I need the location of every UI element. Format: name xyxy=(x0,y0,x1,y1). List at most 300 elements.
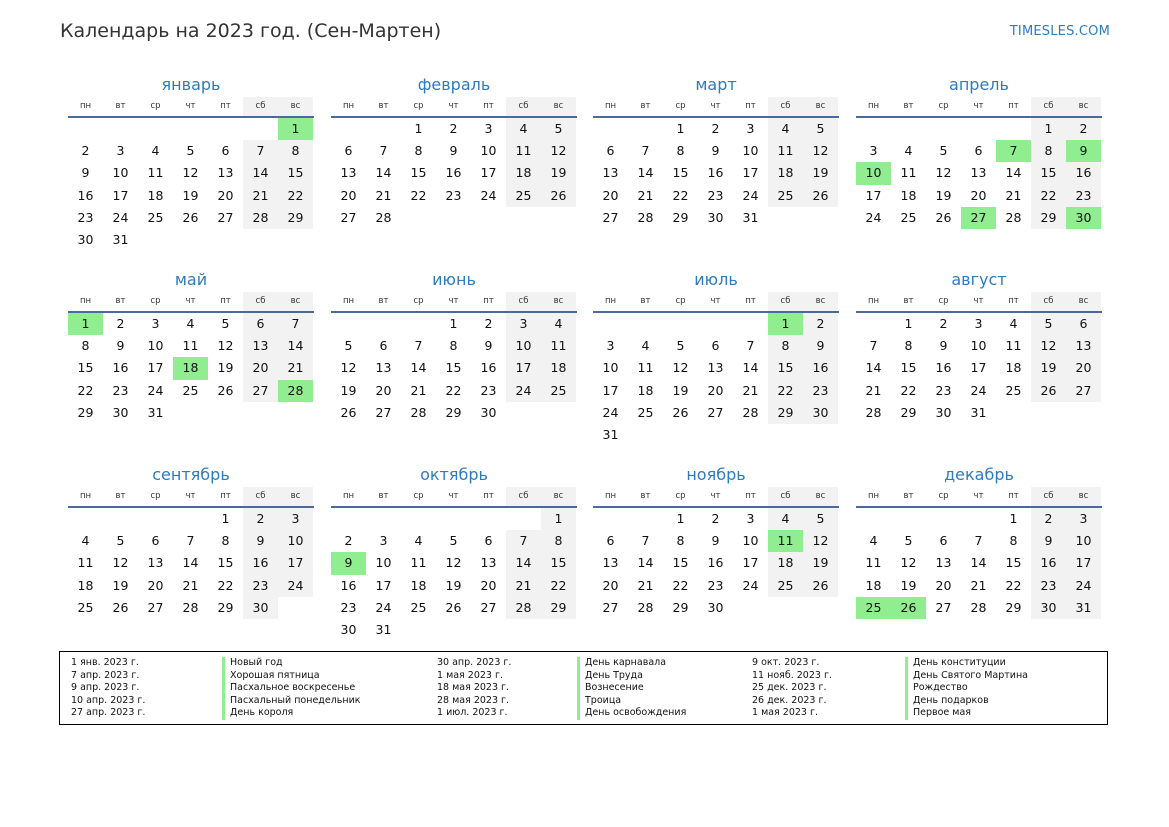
legend-holiday-name: День Святого Мартина xyxy=(905,670,1028,683)
day-cell: 31 xyxy=(1066,597,1101,619)
weekday-label: пт xyxy=(483,296,494,306)
weekday-header xyxy=(331,487,577,508)
day-cell: 18 xyxy=(541,357,576,379)
day-cell: 16 xyxy=(77,187,94,203)
day-cell: 14 xyxy=(182,555,199,571)
day-cell: 12 xyxy=(935,165,952,181)
day-cell: 28 xyxy=(637,209,654,225)
week-row xyxy=(593,335,839,357)
day-cell: 28 xyxy=(1005,209,1022,225)
day-cell: 16 xyxy=(112,360,129,376)
weekday-label: сб xyxy=(1031,487,1066,506)
weekday-label: вс xyxy=(541,292,576,311)
weekday-label: чт xyxy=(710,101,721,111)
day-cell: 1 xyxy=(1009,511,1018,526)
day-cell: 16 xyxy=(935,360,952,376)
weekday-label: сб xyxy=(506,292,541,311)
day-cell: 6 xyxy=(379,338,388,354)
day-cell: 20 xyxy=(340,187,357,203)
month-1 xyxy=(68,73,314,251)
day-cell: 1 xyxy=(221,511,230,526)
day-cell: 26 xyxy=(217,382,234,398)
day-cell: 22 xyxy=(278,185,313,207)
empty-cell xyxy=(173,118,208,140)
day-cell: 5 xyxy=(116,533,125,549)
weekday-label: чт xyxy=(973,491,984,501)
month-name: декабрь xyxy=(944,465,1014,484)
day-cell: 7 xyxy=(186,533,195,549)
day-cell: 18 xyxy=(768,162,803,184)
day-cell: 19 xyxy=(1031,357,1066,379)
empty-cell xyxy=(891,508,926,530)
week-row xyxy=(856,185,1102,207)
weekday-header xyxy=(68,97,314,118)
month-name: июнь xyxy=(432,270,476,289)
day-cell: 18 xyxy=(506,162,541,184)
week-row xyxy=(68,508,314,530)
weekday-label: вт xyxy=(903,296,914,306)
holiday-day-cell: 7 xyxy=(996,140,1031,162)
legend-holiday-name: Новый год xyxy=(222,657,361,670)
day-cell: 6 xyxy=(484,533,493,549)
legend-holiday-name: Пасхальный понедельник xyxy=(222,695,361,708)
day-cell: 30 xyxy=(707,209,724,225)
weekday-label: пт xyxy=(745,101,756,111)
day-cell: 25 xyxy=(637,404,654,420)
weekday-header xyxy=(856,97,1102,118)
empty-cell xyxy=(138,229,173,251)
weekday-label: вт xyxy=(115,296,126,306)
empty-cell xyxy=(401,207,436,229)
day-cell: 26 xyxy=(182,209,199,225)
legend-holiday-name: День карнавала xyxy=(577,657,686,670)
day-cell: 30 xyxy=(803,402,838,424)
week-row xyxy=(856,402,1102,424)
day-cell: 12 xyxy=(900,555,917,571)
day-cell: 26 xyxy=(935,209,952,225)
day-cell: 25 xyxy=(77,599,94,615)
day-cell: 27 xyxy=(602,209,619,225)
day-cell: 17 xyxy=(375,577,392,593)
legend-names-col-2 xyxy=(577,657,686,720)
day-cell: 21 xyxy=(742,382,759,398)
empty-cell xyxy=(856,508,891,530)
day-cell: 14 xyxy=(742,360,759,376)
week-row xyxy=(593,118,839,140)
brand-link[interactable]: TIMESLES.COM xyxy=(1009,24,1110,39)
weekday-header xyxy=(593,487,839,508)
day-cell: 11 xyxy=(182,338,199,354)
day-cell: 14 xyxy=(637,555,654,571)
empty-cell xyxy=(926,508,961,530)
day-cell: 25 xyxy=(1005,382,1022,398)
day-cell: 11 xyxy=(541,335,576,357)
day-cell: 12 xyxy=(541,140,576,162)
day-cell: 29 xyxy=(217,599,234,615)
weekday-label: пн xyxy=(342,296,355,306)
day-cell: 26 xyxy=(672,404,689,420)
weekday-label: пн xyxy=(604,101,617,111)
day-cell: 23 xyxy=(77,209,94,225)
week-row xyxy=(331,380,577,402)
weekday-label: вт xyxy=(378,296,389,306)
week-row xyxy=(593,424,839,446)
holiday-day-cell: 25 xyxy=(856,597,891,619)
day-cell: 27 xyxy=(707,404,724,420)
day-cell: 12 xyxy=(112,555,129,571)
day-cell: 24 xyxy=(865,209,882,225)
day-cell: 24 xyxy=(602,404,619,420)
week-row xyxy=(856,357,1102,379)
day-cell: 15 xyxy=(217,555,234,571)
day-cell: 19 xyxy=(900,577,917,593)
month-name: сентябрь xyxy=(152,465,230,484)
month-name: апрель xyxy=(949,75,1009,94)
holiday-day-cell: 9 xyxy=(331,552,366,574)
day-cell: 15 xyxy=(672,165,689,181)
day-cell: 19 xyxy=(803,162,838,184)
empty-cell xyxy=(243,118,278,140)
day-cell: 28 xyxy=(375,209,392,225)
day-cell: 29 xyxy=(1005,599,1022,615)
legend-date: 9 апр. 2023 г. xyxy=(71,682,140,693)
weekday-label: пт xyxy=(483,491,494,501)
week-row xyxy=(331,357,577,379)
day-cell: 12 xyxy=(1031,335,1066,357)
day-cell: 25 xyxy=(182,382,199,398)
weekday-header xyxy=(68,487,314,508)
day-cell: 22 xyxy=(672,577,689,593)
weekday-header xyxy=(856,487,1102,508)
day-cell: 21 xyxy=(637,187,654,203)
day-cell: 15 xyxy=(672,555,689,571)
week-row xyxy=(68,162,314,184)
day-cell: 8 xyxy=(541,530,576,552)
day-cell: 10 xyxy=(602,360,619,376)
day-cell: 24 xyxy=(742,187,759,203)
day-cell: 6 xyxy=(344,143,353,159)
day-cell: 4 xyxy=(904,143,913,159)
month-name: октябрь xyxy=(420,465,488,484)
weekday-label: пн xyxy=(342,491,355,501)
weekday-label: вс xyxy=(803,487,838,506)
weekday-label: чт xyxy=(448,296,459,306)
day-cell: 12 xyxy=(445,555,462,571)
day-cell: 10 xyxy=(970,338,987,354)
weekday-label: пн xyxy=(79,491,92,501)
weekday-label: ср xyxy=(675,296,686,306)
weekday-label: вс xyxy=(1066,487,1101,506)
day-cell: 8 xyxy=(676,143,685,159)
day-cell: 23 xyxy=(707,577,724,593)
weekday-header xyxy=(593,97,839,118)
day-cell: 25 xyxy=(900,209,917,225)
week-row xyxy=(593,597,839,619)
empty-cell xyxy=(506,508,541,530)
day-cell: 4 xyxy=(186,316,195,331)
day-cell: 1 xyxy=(414,121,423,136)
weekday-label: ср xyxy=(938,491,949,501)
empty-cell xyxy=(961,118,996,140)
empty-cell xyxy=(103,118,138,140)
weekday-label: вс xyxy=(278,97,313,116)
legend-dates-col-3 xyxy=(752,657,832,720)
day-cell: 31 xyxy=(970,404,987,420)
day-cell: 4 xyxy=(869,533,878,549)
weekday-label: пт xyxy=(1008,491,1019,501)
weekday-header xyxy=(856,292,1102,313)
day-cell: 28 xyxy=(243,207,278,229)
legend-date: 30 апр. 2023 г. xyxy=(437,657,512,668)
week-row xyxy=(856,162,1102,184)
day-cell: 2 xyxy=(344,533,353,549)
week-row xyxy=(593,357,839,379)
day-cell: 5 xyxy=(186,143,195,159)
day-cell: 25 xyxy=(506,185,541,207)
day-cell: 17 xyxy=(506,357,541,379)
day-cell: 13 xyxy=(340,165,357,181)
month-10 xyxy=(331,463,577,641)
empty-cell xyxy=(663,313,698,335)
week-row xyxy=(856,313,1102,335)
day-cell: 14 xyxy=(278,335,313,357)
day-cell: 13 xyxy=(1066,335,1101,357)
day-cell: 22 xyxy=(672,187,689,203)
day-cell: 24 xyxy=(375,599,392,615)
day-cell: 2 xyxy=(81,143,90,159)
day-cell: 19 xyxy=(803,552,838,574)
day-cell: 10 xyxy=(742,143,759,159)
week-row xyxy=(856,380,1102,402)
day-cell: 27 xyxy=(602,599,619,615)
empty-cell xyxy=(506,207,541,229)
day-cell: 24 xyxy=(480,187,497,203)
day-cell: 27 xyxy=(375,404,392,420)
day-cell: 18 xyxy=(865,577,882,593)
legend-dates-col-2 xyxy=(437,657,511,720)
day-cell: 9 xyxy=(81,165,90,181)
week-row xyxy=(331,118,577,140)
day-cell: 16 xyxy=(340,577,357,593)
day-cell: 10 xyxy=(506,335,541,357)
week-row xyxy=(593,207,839,229)
empty-cell xyxy=(173,229,208,251)
day-cell: 20 xyxy=(602,577,619,593)
empty-cell xyxy=(138,118,173,140)
legend-holiday-name: Рождество xyxy=(905,682,1028,695)
day-cell: 11 xyxy=(1005,338,1022,354)
weekday-label: вт xyxy=(903,491,914,501)
holiday-day-cell: 27 xyxy=(961,207,996,229)
weekday-label: пн xyxy=(79,296,92,306)
weekday-label: пт xyxy=(745,296,756,306)
day-cell: 30 xyxy=(935,404,952,420)
weekday-label: вс xyxy=(1066,97,1101,116)
empty-cell xyxy=(856,313,891,335)
day-cell: 9 xyxy=(711,143,720,159)
empty-cell xyxy=(208,229,243,251)
day-cell: 5 xyxy=(1031,313,1066,335)
month-name: январь xyxy=(161,75,221,94)
empty-cell xyxy=(331,508,366,530)
day-cell: 30 xyxy=(112,404,129,420)
month-8 xyxy=(856,268,1102,424)
day-cell: 13 xyxy=(602,555,619,571)
day-cell: 28 xyxy=(970,599,987,615)
weekday-header xyxy=(331,292,577,313)
day-cell: 6 xyxy=(606,533,615,549)
day-cell: 15 xyxy=(900,360,917,376)
day-cell: 31 xyxy=(742,209,759,225)
day-cell: 29 xyxy=(541,597,576,619)
weekday-label: вс xyxy=(1066,292,1101,311)
day-cell: 29 xyxy=(1031,207,1066,229)
week-row xyxy=(68,229,314,251)
weekday-label: ср xyxy=(150,101,161,111)
day-cell: 22 xyxy=(217,577,234,593)
day-cell: 11 xyxy=(506,140,541,162)
day-cell: 22 xyxy=(1031,185,1066,207)
weekday-label: пт xyxy=(220,491,231,501)
day-cell: 21 xyxy=(970,577,987,593)
weekday-label: сб xyxy=(506,487,541,506)
day-cell: 29 xyxy=(278,207,313,229)
empty-cell xyxy=(541,619,576,641)
day-cell: 13 xyxy=(602,165,619,181)
day-cell: 14 xyxy=(375,165,392,181)
week-row xyxy=(593,140,839,162)
weekday-label: вс xyxy=(803,97,838,116)
weekday-label: пт xyxy=(1008,296,1019,306)
weekday-label: пн xyxy=(867,296,880,306)
weekday-label: сб xyxy=(243,97,278,116)
legend-holiday-name: День Труда xyxy=(577,670,686,683)
empty-cell xyxy=(628,313,663,335)
day-cell: 6 xyxy=(606,143,615,159)
day-cell: 22 xyxy=(900,382,917,398)
day-cell: 3 xyxy=(484,121,493,136)
day-cell: 2 xyxy=(711,121,720,136)
week-row xyxy=(856,140,1102,162)
day-cell: 11 xyxy=(768,140,803,162)
page-title: Календарь на 2023 год. (Сен-Мартен) xyxy=(60,20,442,42)
day-cell: 5 xyxy=(939,143,948,159)
day-cell: 14 xyxy=(243,162,278,184)
weekday-label: вт xyxy=(640,101,651,111)
day-cell: 23 xyxy=(243,575,278,597)
weekday-label: пн xyxy=(867,491,880,501)
empty-cell xyxy=(278,402,313,424)
day-cell: 7 xyxy=(869,338,878,354)
legend-holiday-name: День конституции xyxy=(905,657,1028,670)
day-cell: 8 xyxy=(449,338,458,354)
day-cell: 22 xyxy=(410,187,427,203)
week-row xyxy=(68,575,314,597)
day-cell: 29 xyxy=(768,402,803,424)
day-cell: 20 xyxy=(147,577,164,593)
day-cell: 6 xyxy=(939,533,948,549)
week-row xyxy=(856,335,1102,357)
empty-cell xyxy=(173,508,208,530)
day-cell: 28 xyxy=(865,404,882,420)
weekday-label: пн xyxy=(867,101,880,111)
day-cell: 17 xyxy=(602,382,619,398)
empty-cell xyxy=(1066,402,1101,424)
day-cell: 5 xyxy=(803,508,838,530)
month-7 xyxy=(593,268,839,446)
week-row xyxy=(331,597,577,619)
weekday-label: чт xyxy=(185,101,196,111)
empty-cell xyxy=(803,207,838,229)
legend-names-col-3 xyxy=(905,657,1028,720)
holiday-day-cell: 1 xyxy=(768,313,803,335)
day-cell: 30 xyxy=(707,599,724,615)
day-cell: 2 xyxy=(803,313,838,335)
weekday-label: сб xyxy=(1031,97,1066,116)
week-row xyxy=(331,530,577,552)
day-cell: 18 xyxy=(77,577,94,593)
day-cell: 15 xyxy=(77,360,94,376)
day-cell: 2 xyxy=(711,511,720,526)
day-cell: 27 xyxy=(935,599,952,615)
legend-holiday-name: Пасхальное воскресенье xyxy=(222,682,361,695)
weekday-label: пт xyxy=(1008,101,1019,111)
empty-cell xyxy=(208,118,243,140)
empty-cell xyxy=(926,118,961,140)
day-cell: 30 xyxy=(77,231,94,247)
week-row xyxy=(68,402,314,424)
day-cell: 8 xyxy=(278,140,313,162)
day-cell: 30 xyxy=(340,621,357,637)
day-cell: 4 xyxy=(768,508,803,530)
month-9 xyxy=(68,463,314,619)
empty-cell xyxy=(593,118,628,140)
week-row xyxy=(68,380,314,402)
weekday-label: пн xyxy=(342,101,355,111)
weekday-label: ср xyxy=(938,296,949,306)
empty-cell xyxy=(243,229,278,251)
day-cell: 9 xyxy=(116,338,125,354)
day-cell: 9 xyxy=(711,533,720,549)
weekday-label: вт xyxy=(115,491,126,501)
day-cell: 17 xyxy=(147,360,164,376)
empty-cell xyxy=(401,508,436,530)
day-cell: 14 xyxy=(410,360,427,376)
empty-cell xyxy=(768,424,803,446)
day-cell: 20 xyxy=(970,187,987,203)
day-cell: 2 xyxy=(484,316,493,331)
month-name: март xyxy=(695,75,737,94)
weekday-label: вт xyxy=(378,491,389,501)
legend-date: 7 апр. 2023 г. xyxy=(71,669,140,681)
legend-holiday-name: Первое мая xyxy=(905,707,1028,720)
holiday-day-cell: 1 xyxy=(278,118,313,140)
day-cell: 6 xyxy=(974,143,983,159)
day-cell: 26 xyxy=(803,185,838,207)
day-cell: 20 xyxy=(602,187,619,203)
weekday-label: вс xyxy=(541,97,576,116)
weekday-label: вт xyxy=(115,101,126,111)
day-cell: 11 xyxy=(900,165,917,181)
day-cell: 31 xyxy=(112,231,129,247)
month-12 xyxy=(856,463,1102,619)
day-cell: 7 xyxy=(974,533,983,549)
day-cell: 15 xyxy=(768,357,803,379)
week-row xyxy=(593,508,839,530)
day-cell: 28 xyxy=(410,404,427,420)
day-cell: 19 xyxy=(445,577,462,593)
day-cell: 9 xyxy=(484,338,493,354)
